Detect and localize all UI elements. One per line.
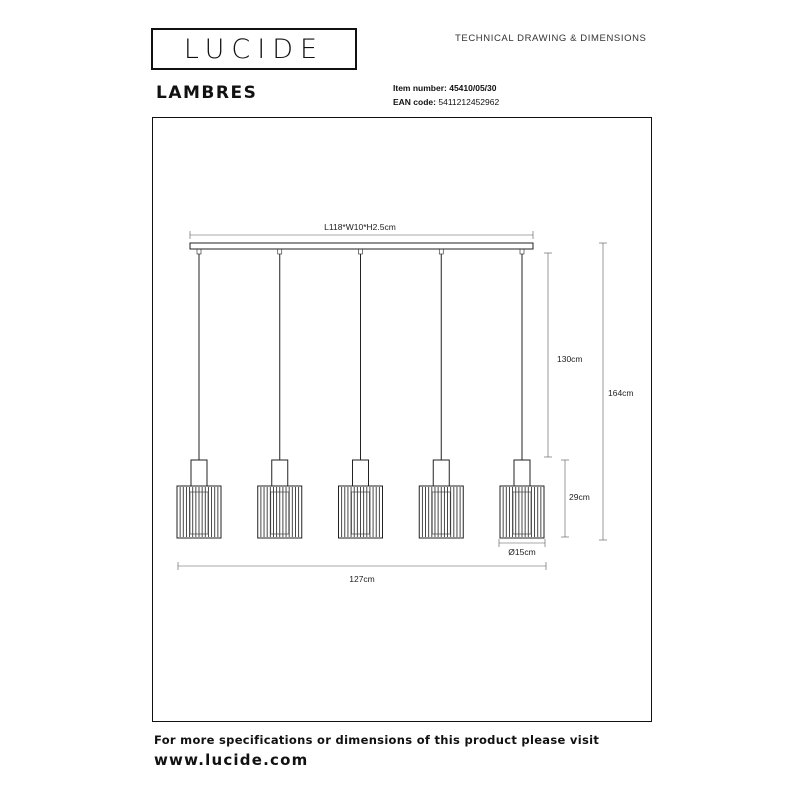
document-type: TECHNICAL DRAWING & DIMENSIONS [455, 33, 647, 44]
brand-logo-text: LUCIDE [183, 33, 325, 65]
shade-height-label: 29cm [569, 492, 590, 502]
pendant [258, 249, 302, 538]
total-width-label: 127cm [349, 574, 375, 584]
item-number-value: 45410/05/30 [449, 83, 497, 93]
total-height-dimension [599, 243, 607, 540]
pendant [177, 249, 221, 538]
product-name: LAMBRES [156, 83, 258, 103]
cable-dimension-label: 130cm [557, 354, 583, 364]
pendant-socket [353, 460, 369, 486]
cable-clamp [520, 249, 524, 254]
footer-text: For more specifications or dimensions of this product please visit [154, 733, 600, 747]
ean-code-label: EAN code: [393, 97, 436, 107]
pendant-socket [433, 460, 449, 486]
cable-dimension [544, 253, 552, 457]
total-width-dimension [178, 562, 546, 570]
shade-height-dimension [561, 460, 569, 537]
shade-diameter-label: Ø15cm [508, 547, 536, 557]
cable-clamp [439, 249, 443, 254]
pendant-socket [191, 460, 207, 486]
pendant [500, 249, 544, 538]
footer-url[interactable]: www.lucide.com [154, 751, 309, 769]
total-height-label: 164cm [608, 388, 634, 398]
pendant-socket [272, 460, 288, 486]
cable-clamp [197, 249, 201, 254]
shade-diameter-dimension [499, 539, 545, 547]
ean-code-value: 5411212452962 [438, 97, 500, 107]
bar-dimension [190, 231, 533, 239]
bar-dimension-label: L118*W10*H2.5cm [324, 222, 396, 232]
cable-clamp [278, 249, 282, 254]
item-number-label: Item number: [393, 83, 447, 93]
cable-clamp [359, 249, 363, 254]
pendant [339, 249, 383, 538]
pendant [419, 249, 463, 538]
ceiling-bar [190, 243, 533, 249]
pendants-group [177, 249, 544, 538]
pendant-socket [514, 460, 530, 486]
